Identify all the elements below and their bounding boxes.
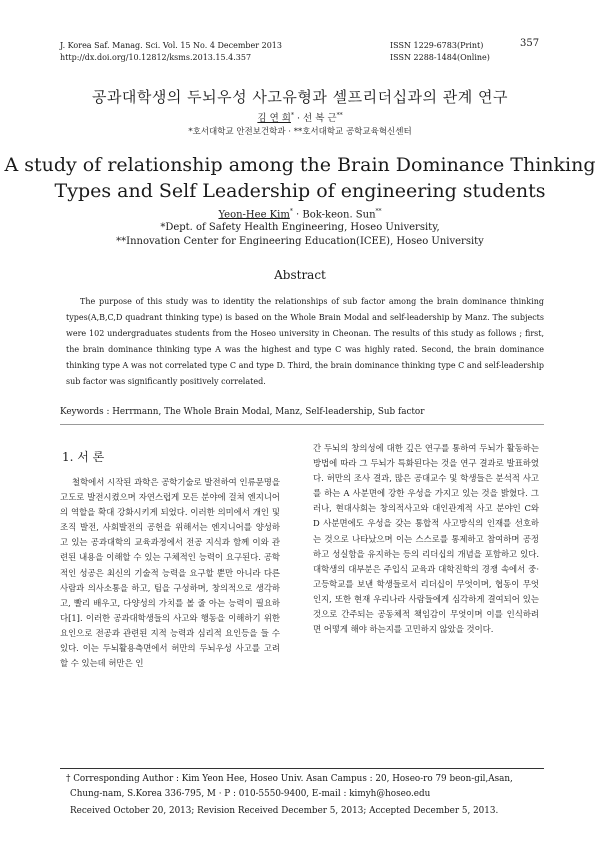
abstract-divider [60, 424, 544, 425]
author-en-2: Bok-keon. Sun [302, 209, 376, 221]
authors-english [0, 208, 600, 220]
author-en-2-mark: ** [375, 208, 382, 215]
abstract-body: The purpose of this study was to identity the relationships of sub factor among the brain dominance thinking types(A,B,C,D quadrant thinking type) is based on the Whole Brain Modal and self-leadership by Manz. The subjects were 102 undergraduates students from the Hoseo university in Cheonan. The results of this study as follows ; first, the brain dominance thinking type A was the highest and type C was highly rated. Second, the brain dominance thinking type A was not correlated type C and type D. Third, the brain dominance thinking type C and self-leadership sub factor was significantly positively correlated. [66, 297, 544, 386]
body-column-right: 간 두뇌의 창의성에 대한 깊은 연구를 통하여 두뇌가 활동하는 방법에 따라 그 두뇌가 특화된다는 것을 연구 결과로 발표하였다. 허만의 조사 결과, 많은 공대교수 및 학생들은 분석적 사고를 하는 A 사분면에 강한 우성을 가지고 있는 것을 밝혔다. 그러나, 현대사회는 창의적사고와 대인관계적 사고 분야인 C와 D 사분면에도 우성을 갖는 통합적 사고방식의 인재를 선호하는 것으로 나타났으며 이는 스스로를 통제하고 참여하며 공정하고 성실함을 유지하는 등의 리더십의 개념을 포함하고 있다. 대학생의 대부분은 주입식 교육과 대학진학의 경쟁 속에서 중·고등학교를 보낸 학생들로서 리더십이 무엇이며, 협동이 무엇인지, 또한 현재 우리나라 사람들에게 심각하게 결여되어 있는 것으로 간주되는 공동체적 책임감이 무엇이며 이를 인식하려면 어떻게 해야 하는지를 고민하지 않았을 것이다. [313, 443, 539, 635]
keywords-line: Keywords : Herrmann, The Whole Brain Modal, Manz, Self-leadership, Sub factor [60, 407, 425, 417]
title-english-line1: A study of relationship among the Brain Dominance Thinking [4, 154, 596, 176]
affiliation-english-2: **Innovation Center for Engineering Education(ICEE), Hoseo University [116, 236, 484, 247]
journal-citation: J. Korea Saf. Manag. Sci. Vol. 15 No. 4 December 2013 [60, 41, 282, 50]
footnote-received: Received October 20, 2013; Revision Received December 5, 2013; Accepted December 5, 2013. [70, 806, 499, 816]
author-kr-1-mark: * [290, 111, 294, 119]
page-number: 357 [520, 38, 540, 49]
keywords-text: Herrmann, The Whole Brain Modal, Manz, Self-leadership, Sub factor [112, 407, 425, 417]
author-en-1-mark: * [289, 208, 293, 215]
issn-online: ISSN 2288-1484(Online) [390, 53, 490, 62]
section-heading-introduction: 1. 서 론 [62, 450, 105, 464]
title-english [0, 152, 600, 204]
author-kr-1: 김 연 희 [257, 113, 291, 124]
author-kr-2: 선 복 근 [303, 113, 337, 124]
footnote-divider [60, 768, 544, 769]
affiliations-korean: *호서대학교 안전보건학과 · **호서대학교 공학교육혁신센터 [188, 127, 412, 137]
body-column-left: 철학에서 시작된 과학은 공학기술로 발전하여 인류문명을 고도로 발전시켰으며 자연스럽게 모든 분야에 걸쳐 엔지니어의 역할을 확대 강화시키게 되었다. 이러한 의미에서 개인 및 조직 발전, 사회발전의 공헌을 위해서는 엔지니어를 양성하고 있는 공과대학의 교육과정에서 전공 지식과 함께 이와 관련된 내용을 이해할 수 있는 구체적인 능력이 요구된다. 공학적인 성공은 최신의 기술적 능력을 요구할 뿐만 아니라 다른 사람과 의사소통을 하고, 팀을 구성하며, 창의적으로 생각하고, 빨리 배우고, 다양성의 가치를 볼 줄 아는 능력이 필요하다[1]. 이러한 공과대학생들의 사고와 행동을 이해하기 위한 요인으로 전공과 관련된 지적 능력과 심리적 요인등을 들 수 있다. 이는 두뇌활용측면에서 허만의 두뇌우성 사고를 고려할 수 있는데 허만은 인 [60, 477, 280, 669]
footnote-corresponding [66, 772, 536, 787]
title-english-line2: Types and Self Leadership of engineering students [54, 180, 546, 202]
keywords-label: Keywords [60, 407, 104, 417]
dagger-mark: † [66, 774, 71, 784]
author-en-1: Yeon-Hee Kim [218, 209, 290, 221]
issn-print: ISSN 1229-6783(Print) [390, 41, 484, 50]
footnote-line1: Corresponding Author : Kim Yeon Hee, Hoseo Univ. Asan Campus : 20, Hoseo-ro 79 beon-gil,Asan, [73, 774, 513, 784]
authors-korean [0, 110, 600, 124]
doi-link[interactable]: http://dx.doi.org/10.12812/ksms.2013.15.4.357 [60, 53, 252, 62]
author-kr-2-mark: ** [336, 111, 343, 119]
author-en-separator: · [292, 209, 303, 221]
footnote-line2: Chung-nam, S.Korea 336-795, M · P : 010-5550-9400, E-mail : kimyh@hoseo.edu [70, 789, 431, 799]
author-separator: · [293, 113, 304, 124]
abstract-heading: Abstract [274, 268, 326, 282]
title-korean: 공과대학생의 두뇌우성 사고유형과 셀프리더십과의 관계 연구 [91, 88, 509, 106]
affiliation-english-1: *Dept. of Safety Health Engineering, Hoseo University, [160, 222, 440, 233]
